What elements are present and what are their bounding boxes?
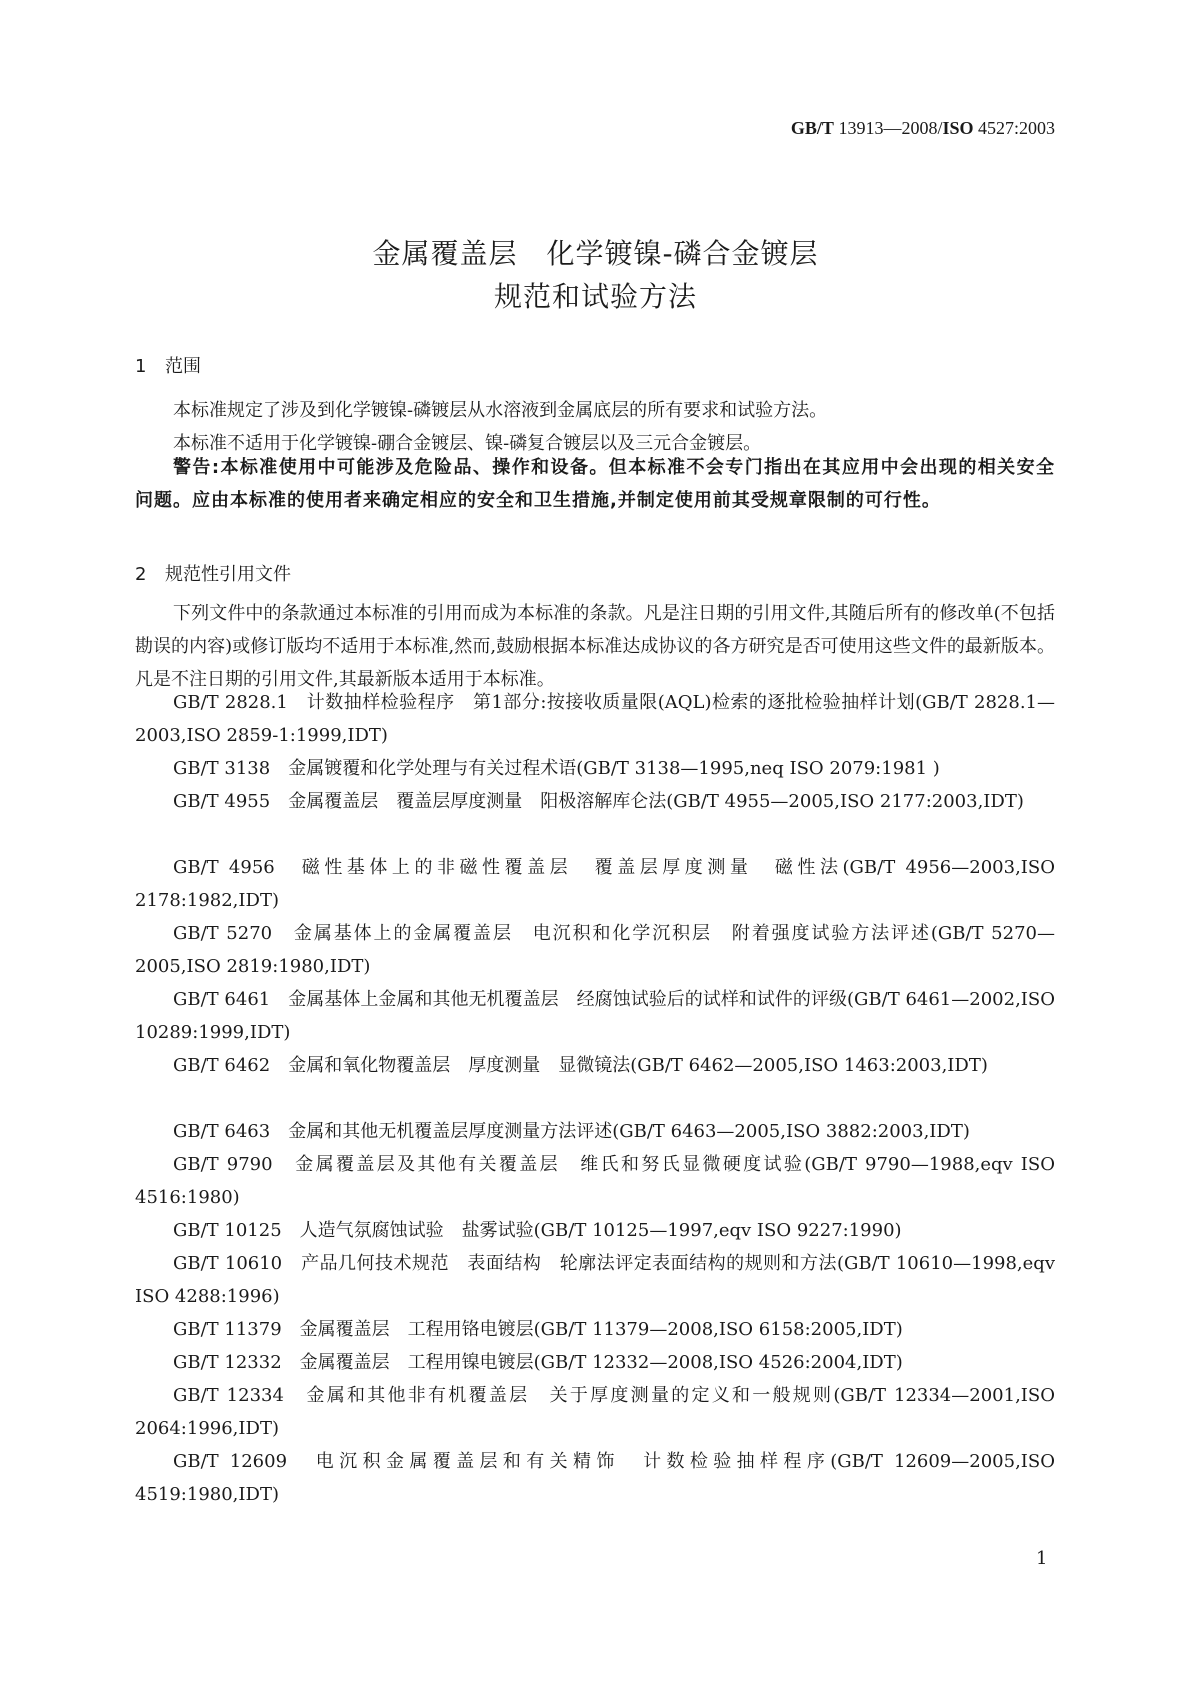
section-1-heading: 1 范围 bbox=[135, 356, 201, 377]
reference-item: GB/T 12334 金属和其他非有机覆盖层 关于厚度测量的定义和一般规则(GB/T 12334—2001,ISO 2064:1996,IDT) bbox=[135, 1385, 1055, 1439]
reference-item: GB/T 10125 人造气氛腐蚀试验 盐雾试验(GB/T 10125—1997,eqv ISO 9227:1990) bbox=[173, 1220, 902, 1241]
reference-item: GB/T 4956 磁性基体上的非磁性覆盖层 覆盖层厚度测量 磁性法(GB/T 4956—2003,ISO 2178:1982,IDT) bbox=[135, 857, 1055, 911]
reference-item: GB/T 9790 金属覆盖层及其他有关覆盖层 维氏和努氏显微硬度试验(GB/T 9790—1988,eqv ISO 4516:1980) bbox=[135, 1154, 1055, 1208]
reference-item: GB/T 6461 金属基体上金属和其他无机覆盖层 经腐蚀试验后的试样和试件的评级(GB/T 6461—2002,ISO 10289:1999,IDT) bbox=[135, 989, 1055, 1043]
reference-item: GB/T 6462 金属和氧化物覆盖层 厚度测量 显微镜法(GB/T 6462—2005,ISO 1463:2003,IDT) bbox=[173, 1055, 988, 1076]
section-1-paragraph-1: 本标准规定了涉及到化学镀镍-磷镀层从水溶液到金属底层的所有要求和试验方法。 bbox=[173, 400, 828, 421]
reference-item: GB/T 12609 电沉积金属覆盖层和有关精饰 计数检验抽样程序(GB/T 12609—2005,ISO 4519:1980,IDT) bbox=[135, 1451, 1055, 1505]
page-number: 1 bbox=[1036, 1548, 1048, 1569]
section-1-paragraph-2: 本标准不适用于化学镀镍-硼合金镀层、镍-磷复合镀层以及三元合金镀层。 bbox=[173, 433, 762, 454]
reference-item: GB/T 3138 金属镀覆和化学处理与有关过程术语(GB/T 3138—1995,neq ISO 2079:1981 ) bbox=[173, 758, 940, 779]
section-2-intro: 下列文件中的条款通过本标准的引用而成为本标准的条款。凡是注日期的引用文件,其随后所有的修改单(不包括勘误的内容)或修订版均不适用于本标准,然而,鼓励根据本标准达成协议的各方研究是否可使用这些文件的最新版本。凡是不注日期的引用文件,其最新版本适用于本标准。 bbox=[135, 603, 1055, 690]
standard-code: GB/T 13913—2008/ISO 4527:2003 bbox=[790, 118, 1055, 138]
document-title-line1: 金属覆盖层 化学镀镍-磷合金镀层 bbox=[372, 237, 819, 270]
reference-item: GB/T 6463 金属和其他无机覆盖层厚度测量方法评述(GB/T 6463—2005,ISO 3882:2003,IDT) bbox=[173, 1121, 970, 1142]
reference-item: GB/T 4955 金属覆盖层 覆盖层厚度测量 阳极溶解库仑法(GB/T 4955—2005,ISO 2177:2003,IDT) bbox=[173, 791, 1024, 812]
reference-item: GB/T 11379 金属覆盖层 工程用铬电镀层(GB/T 11379—2008,ISO 6158:2005,IDT) bbox=[173, 1319, 903, 1340]
reference-item: GB/T 2828.1 计数抽样检验程序 第1部分:按接收质量限(AQL)检索的逐批检验抽样计划(GB/T 2828.1—2003,ISO 2859-1:1999,IDT) bbox=[135, 692, 1055, 746]
section-2-heading: 2 规范性引用文件 bbox=[135, 564, 291, 585]
document-title-line2: 规范和试验方法 bbox=[493, 280, 697, 313]
reference-item: GB/T 12332 金属覆盖层 工程用镍电镀层(GB/T 12332—2008,ISO 4526:2004,IDT) bbox=[173, 1352, 903, 1373]
warning-paragraph: 警告:本标准使用中可能涉及危险品、操作和设备。但本标准不会专门指出在其应用中会出现的相关安全问题。应由本标准的使用者来确定相应的安全和卫生措施,并制定使用前其受规章限制的可行性。 bbox=[135, 457, 1055, 511]
reference-item: GB/T 10610 产品几何技术规范 表面结构 轮廓法评定表面结构的规则和方法(GB/T 10610—1998,eqv ISO 4288:1996) bbox=[135, 1253, 1055, 1307]
reference-item: GB/T 5270 金属基体上的金属覆盖层 电沉积和化学沉积层 附着强度试验方法评述(GB/T 5270—2005,ISO 2819:1980,IDT) bbox=[135, 923, 1055, 977]
